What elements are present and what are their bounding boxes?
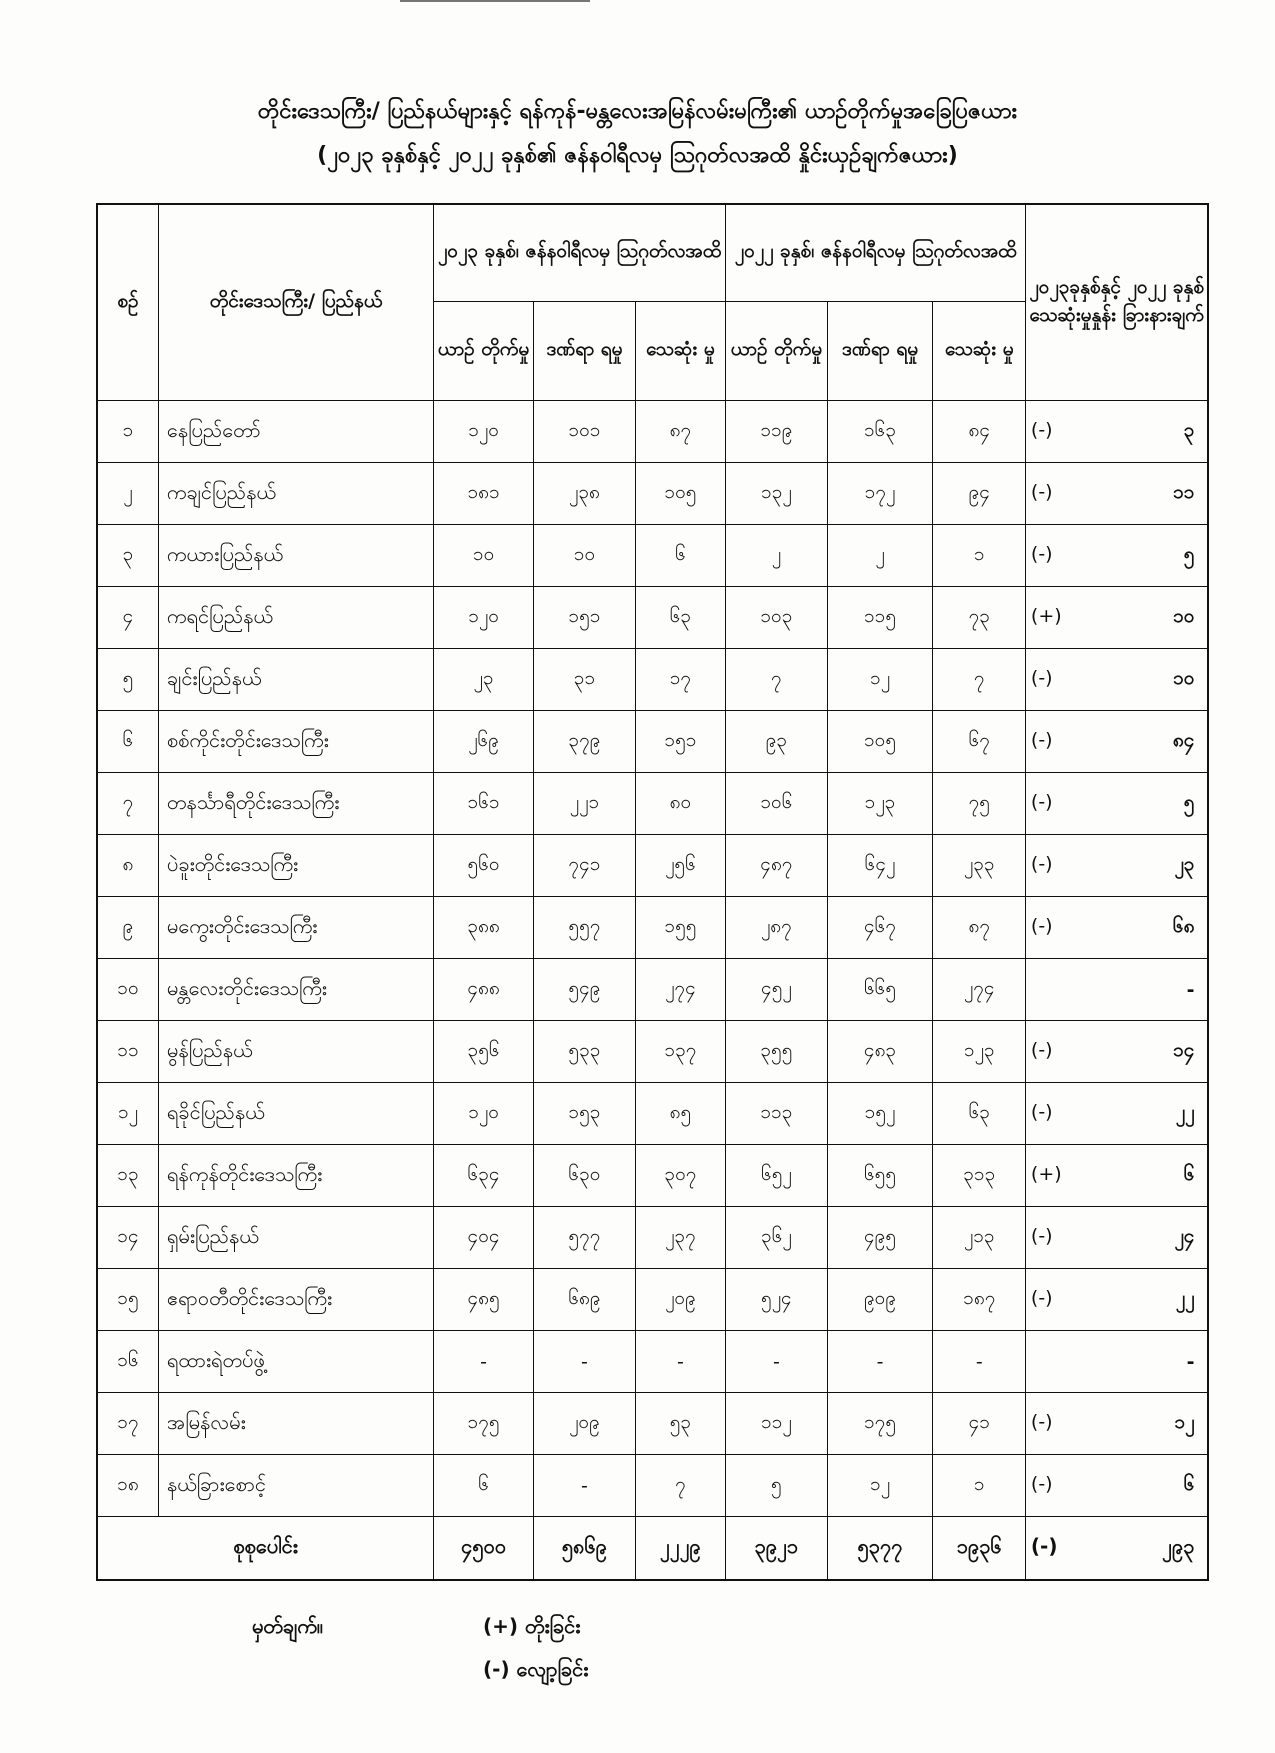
difference xyxy=(1026,1269,1208,1331)
deaths-2023: ၆၃ xyxy=(635,587,725,649)
row-number: ၄ xyxy=(97,587,158,649)
accidents-2022: ၅၂၄ xyxy=(725,1269,827,1331)
deaths-2022: ၆၇ xyxy=(933,711,1026,773)
deaths-2023: ၈၅ xyxy=(635,1083,725,1145)
injured-2023: ၁၀၁ xyxy=(533,401,635,463)
header-period-2022: ၂၀၂၂ ခုနှစ်၊ ဇန်နဝါရီလမှ ဩဂုတ်လအထိ xyxy=(725,204,1026,302)
diff-value: - xyxy=(1186,1350,1195,1373)
top-decorative-line xyxy=(400,0,590,2)
row-number: ၁၅ xyxy=(97,1269,158,1331)
injured-2022: ၄၈၃ xyxy=(827,1021,932,1083)
row-number: ၁၃ xyxy=(97,1145,158,1207)
deaths-2022: ၈၄ xyxy=(933,401,1026,463)
region-name: ရှမ်းပြည်နယ် xyxy=(158,1207,433,1269)
header-period-2023: ၂၀၂၃ ခုနှစ်၊ ဇန်နဝါရီလမှ ဩဂုတ်လအထိ xyxy=(434,204,726,302)
region-name: ချင်းပြည်နယ် xyxy=(158,649,433,711)
diff-sign: (+) xyxy=(1030,1162,1062,1185)
deaths-2023: ၂၃၇ xyxy=(635,1207,725,1269)
header-injured-2023: ဒဏ်ရာ ရမှု xyxy=(533,302,635,401)
injured-2022: ၁၂ xyxy=(827,649,932,711)
deaths-2022: ၂၁၃ xyxy=(933,1207,1026,1269)
deaths-2022: ၇၃ xyxy=(933,587,1026,649)
accidents-2022: ၆၅၂ xyxy=(725,1145,827,1207)
injured-2023: ၃၇၉ xyxy=(533,711,635,773)
region-name: စစ်ကိုင်းတိုင်းဒေသကြီး xyxy=(158,711,433,773)
diff-sign: (-) xyxy=(1030,666,1053,689)
table-row xyxy=(97,649,1208,711)
deaths-2022: ၇ xyxy=(933,649,1026,711)
deaths-2023: ၈၇ xyxy=(635,401,725,463)
row-number: ၃ xyxy=(97,525,158,587)
total-diff-value: ၂၉၃ xyxy=(1162,1534,1195,1558)
header-region: တိုင်းဒေသကြီး/ ပြည်နယ် xyxy=(158,204,433,401)
accidents-2022: ၃၅၅ xyxy=(725,1021,827,1083)
difference xyxy=(1026,835,1208,897)
total-row xyxy=(97,1517,1208,1581)
diff-value: ၆၈ xyxy=(1172,914,1195,937)
injured-2023: ၇၄၁ xyxy=(533,835,635,897)
table-row xyxy=(97,1269,1208,1331)
total-accidents-2022: ၃၉၂၁ xyxy=(725,1517,827,1581)
deaths-2023: ၂၀၉ xyxy=(635,1269,725,1331)
deaths-2023: ၁၅၅ xyxy=(635,897,725,959)
table-row xyxy=(97,401,1208,463)
diff-value: ၁၄ xyxy=(1173,1038,1195,1061)
diff-value: ၂၄ xyxy=(1174,1224,1195,1247)
injured-2023: ၆၈၉ xyxy=(533,1269,635,1331)
accidents-2022: ၂ xyxy=(725,525,827,587)
injured-2023: ၂၀၉ xyxy=(533,1393,635,1455)
diff-sign: (+) xyxy=(1030,604,1062,627)
table-row xyxy=(97,525,1208,587)
diff-sign: (-) xyxy=(1030,480,1053,503)
row-number: ၁၄ xyxy=(97,1207,158,1269)
difference xyxy=(1026,959,1208,1021)
table-row xyxy=(97,773,1208,835)
accidents-2023: ၄၈၅ xyxy=(434,1269,534,1331)
accidents-2023: ၆ xyxy=(434,1455,534,1517)
header-deaths-2022: သေဆုံး မှု xyxy=(933,302,1026,401)
diff-sign: (-) xyxy=(1030,728,1053,751)
injured-2022: ၂ xyxy=(827,525,932,587)
notes-label: မှတ်ချက်။ xyxy=(252,1614,323,1638)
total-injured-2022: ၅၃၇၇ xyxy=(827,1517,932,1581)
difference xyxy=(1026,897,1208,959)
table-row xyxy=(97,1021,1208,1083)
deaths-2022: ၁၈၇ xyxy=(933,1269,1026,1331)
total-deaths-2023: ၂၂၂၉ xyxy=(635,1517,725,1581)
injured-2022: ၁၇၂ xyxy=(827,463,932,525)
diff-sign: (-) xyxy=(1030,914,1053,937)
deaths-2023: ၂၇၄ xyxy=(635,959,725,1021)
row-number: ၁၁ xyxy=(97,1021,158,1083)
difference xyxy=(1026,1083,1208,1145)
injured-2022: ၆၅၅ xyxy=(827,1145,932,1207)
total-label: စုစုပေါင်း xyxy=(97,1517,434,1581)
total-accidents-2023: ၄၅၀၀ xyxy=(434,1517,534,1581)
diff-sign: (-) xyxy=(1030,1472,1053,1495)
diff-value: ၈၄ xyxy=(1172,728,1195,751)
difference xyxy=(1026,1393,1208,1455)
table-row xyxy=(97,1145,1208,1207)
injured-2022: ၁၅၂ xyxy=(827,1083,932,1145)
region-name: ရခိုင်ပြည်နယ် xyxy=(158,1083,433,1145)
deaths-2022: ၇၅ xyxy=(933,773,1026,835)
deaths-2022: ၈၇ xyxy=(933,897,1026,959)
difference xyxy=(1026,1207,1208,1269)
table-row xyxy=(97,1207,1208,1269)
injured-2023: ၆၃၀ xyxy=(533,1145,635,1207)
header-injured-2022: ဒဏ်ရာ ရမှု xyxy=(827,302,932,401)
deaths-2023: ၅၃ xyxy=(635,1393,725,1455)
row-number: ၁၈ xyxy=(97,1455,158,1517)
table-row xyxy=(97,897,1208,959)
total-injured-2023: ၅၈၆၉ xyxy=(533,1517,635,1581)
injured-2022: ၁၁၅ xyxy=(827,587,932,649)
accidents-2022: ၁၁၃ xyxy=(725,1083,827,1145)
diff-sign: (-) xyxy=(1030,1410,1053,1433)
diff-sign: (-) xyxy=(1030,852,1053,875)
deaths-2022: - xyxy=(933,1331,1026,1393)
diff-value: ၁၂ xyxy=(1174,1410,1195,1433)
diff-sign: (-) xyxy=(1030,418,1053,441)
row-number: ၅ xyxy=(97,649,158,711)
row-number: ၂ xyxy=(97,463,158,525)
diff-value: ၁၁ xyxy=(1173,480,1195,503)
total-diff-sign: (-) xyxy=(1030,1534,1058,1558)
accidents-2022: ၅ xyxy=(725,1455,827,1517)
diff-value: ၃ xyxy=(1183,418,1195,441)
deaths-2022: ၄၁ xyxy=(933,1393,1026,1455)
diff-value: ၂၂ xyxy=(1175,1286,1195,1309)
injured-2023: ၁၅၁ xyxy=(533,587,635,649)
total-difference xyxy=(1026,1517,1208,1581)
region-name: မွန်ပြည်နယ် xyxy=(158,1021,433,1083)
accidents-2023: ၁၂၀ xyxy=(434,587,534,649)
accidents-2022: ၃၆၂ xyxy=(725,1207,827,1269)
note-decrease: (-) လျော့ခြင်း xyxy=(483,1657,589,1681)
accidents-2023: - xyxy=(434,1331,534,1393)
accidents-2023: ၃၈၈ xyxy=(434,897,534,959)
diff-value: - xyxy=(1186,978,1195,1001)
injured-2022: ၁၇၅ xyxy=(827,1393,932,1455)
region-name: ကရင်ပြည်နယ် xyxy=(158,587,433,649)
injured-2022: ၁၂၃ xyxy=(827,773,932,835)
row-number: ၁ xyxy=(97,401,158,463)
table-body xyxy=(97,401,1208,1517)
accidents-2022: - xyxy=(725,1331,827,1393)
table-row xyxy=(97,1393,1208,1455)
injured-2023: ၅၃၃ xyxy=(533,1021,635,1083)
injured-2023: ၂၃၈ xyxy=(533,463,635,525)
injured-2022: ၉၀၉ xyxy=(827,1269,932,1331)
accidents-2023: ၅၆၀ xyxy=(434,835,534,897)
diff-sign: (-) xyxy=(1030,1038,1053,1061)
region-name: နယ်ခြားစောင့် xyxy=(158,1455,433,1517)
diff-value: ၅ xyxy=(1183,790,1195,813)
row-number: ၁၇ xyxy=(97,1393,158,1455)
deaths-2022: ၂၇၄ xyxy=(933,959,1026,1021)
region-name: အမြန်လမ်း xyxy=(158,1393,433,1455)
row-number: ၁၆ xyxy=(97,1331,158,1393)
region-name: မကွေးတိုင်းဒေသကြီး xyxy=(158,897,433,959)
deaths-2023: ၈၀ xyxy=(635,773,725,835)
difference xyxy=(1026,1145,1208,1207)
region-name: မန္တလေးတိုင်းဒေသကြီး xyxy=(158,959,433,1021)
difference xyxy=(1026,649,1208,711)
injured-2023: ၃၁ xyxy=(533,649,635,711)
injured-2023: - xyxy=(533,1331,635,1393)
accidents-2023: ၆၃၄ xyxy=(434,1145,534,1207)
diff-value: ၅ xyxy=(1183,542,1195,565)
diff-sign: (-) xyxy=(1030,542,1053,565)
accidents-2023: ၂၃ xyxy=(434,649,534,711)
table-row xyxy=(97,711,1208,773)
injured-2023: ၅၇၇ xyxy=(533,1207,635,1269)
accidents-2022: ၄၈၇ xyxy=(725,835,827,897)
accidents-2022: ၄၅၂ xyxy=(725,959,827,1021)
deaths-2023: - xyxy=(635,1331,725,1393)
difference xyxy=(1026,1455,1208,1517)
accidents-2022: ၁၁၉ xyxy=(725,401,827,463)
deaths-2023: ၁၇ xyxy=(635,649,725,711)
table-row xyxy=(97,959,1208,1021)
difference xyxy=(1026,463,1208,525)
table-row xyxy=(97,587,1208,649)
deaths-2023: ၂၅၆ xyxy=(635,835,725,897)
difference xyxy=(1026,401,1208,463)
region-name: ရန်ကုန်တိုင်းဒေသကြီး xyxy=(158,1145,433,1207)
deaths-2023: ၇ xyxy=(635,1455,725,1517)
region-name: ဧရာဝတီတိုင်းဒေသကြီး xyxy=(158,1269,433,1331)
difference xyxy=(1026,1021,1208,1083)
accidents-2022: ၁၀၆ xyxy=(725,773,827,835)
injured-2023: ၅၄၉ xyxy=(533,959,635,1021)
accidents-2023: ၁၆၁ xyxy=(434,773,534,835)
diff-sign: (-) xyxy=(1030,1224,1053,1247)
injured-2022: ၆၄၂ xyxy=(827,835,932,897)
row-number: ၁၀ xyxy=(97,959,158,1021)
deaths-2022: ၁ xyxy=(933,525,1026,587)
deaths-2023: ၁၅၁ xyxy=(635,711,725,773)
deaths-2022: ၁၂၃ xyxy=(933,1021,1026,1083)
total-deaths-2022: ၁၉၃၆ xyxy=(933,1517,1026,1581)
difference xyxy=(1026,587,1208,649)
deaths-2022: ၆၃ xyxy=(933,1083,1026,1145)
note-increase: (+) တိုးခြင်း xyxy=(483,1614,581,1638)
deaths-2022: ၃၁၃ xyxy=(933,1145,1026,1207)
injured-2023: - xyxy=(533,1455,635,1517)
accidents-2022: ၉၃ xyxy=(725,711,827,773)
accidents-2022: ၇ xyxy=(725,649,827,711)
accidents-2023: ၁၀ xyxy=(434,525,534,587)
deaths-2023: ၁၃၇ xyxy=(635,1021,725,1083)
header-accidents-2022: ယာဉ် တိုက်မှု xyxy=(725,302,827,401)
deaths-2022: ၂၃၃ xyxy=(933,835,1026,897)
header-deaths-2023: သေဆုံး မှု xyxy=(635,302,725,401)
accident-comparison-table xyxy=(96,203,1209,1581)
region-name: တနင်္သာရီတိုင်းဒေသကြီး xyxy=(158,773,433,835)
diff-value: ၂၂ xyxy=(1175,1100,1195,1123)
diff-value: ၂၃ xyxy=(1174,852,1195,875)
region-name: ကချင်ပြည်နယ် xyxy=(158,463,433,525)
injured-2023: ၁၅၃ xyxy=(533,1083,635,1145)
accidents-2022: ၁၁၂ xyxy=(725,1393,827,1455)
injured-2023: ၁၀ xyxy=(533,525,635,587)
accidents-2023: ၁၈၁ xyxy=(434,463,534,525)
accidents-2023: ၄၈၈ xyxy=(434,959,534,1021)
injured-2022: ၄၉၅ xyxy=(827,1207,932,1269)
diff-sign: (-) xyxy=(1030,1100,1053,1123)
diff-value: ၁၀ xyxy=(1173,604,1195,627)
accidents-2023: ၄၀၄ xyxy=(434,1207,534,1269)
injured-2023: ၂၂၁ xyxy=(533,773,635,835)
diff-value: ၆ xyxy=(1183,1472,1195,1495)
accidents-2023: ၃၅၆ xyxy=(434,1021,534,1083)
diff-sign: (-) xyxy=(1030,790,1053,813)
injured-2022: ၁၆၃ xyxy=(827,401,932,463)
document-subtitle: (၂၀၂၃ ခုနှစ်နှင့် ၂၀၂၂ ခုနှစ်၏ ဇန်နဝါရီလမှ ဩဂုတ်လအထိ နှိုင်းယှဉ်ချက်ဇယား) xyxy=(317,143,958,168)
document-title: တိုင်းဒေသကြီး/ ပြည်နယ်များနှင့် ရန်ကုန်-မန္တလေးအမြန်လမ်းမကြီး၏ ယာဉ်တိုက်မှုအခြေပြဇယား xyxy=(257,99,1018,124)
accidents-2023: ၁၂၀ xyxy=(434,401,534,463)
accidents-2023: ၂၆၉ xyxy=(434,711,534,773)
table-row xyxy=(97,835,1208,897)
difference xyxy=(1026,711,1208,773)
injured-2022: ၁၀၅ xyxy=(827,711,932,773)
row-number: ၉ xyxy=(97,897,158,959)
deaths-2023: ၁၀၅ xyxy=(635,463,725,525)
row-number: ၁၂ xyxy=(97,1083,158,1145)
deaths-2023: ၃၀၇ xyxy=(635,1145,725,1207)
accidents-2023: ၁၇၅ xyxy=(434,1393,534,1455)
accidents-2023: ၁၂၀ xyxy=(434,1083,534,1145)
header-accidents-2023: ယာဉ် တိုက်မှု xyxy=(434,302,534,401)
diff-value: ၆ xyxy=(1183,1162,1195,1185)
header-difference: ၂၀၂၃ခုနှစ်နှင့် ၂၀၂၂ ခုနှစ် သေဆုံးမှုနှုန်း ခြားနားချက် xyxy=(1026,204,1208,401)
deaths-2022: ၁ xyxy=(933,1455,1026,1517)
injured-2022: ၄၆၇ xyxy=(827,897,932,959)
injured-2022: ၆၆၅ xyxy=(827,959,932,1021)
table-row xyxy=(97,463,1208,525)
region-name: ရထားရဲတပ်ဖွဲ့ xyxy=(158,1331,433,1393)
region-name: ပဲခူးတိုင်းဒေသကြီး xyxy=(158,835,433,897)
row-number: ၇ xyxy=(97,773,158,835)
deaths-2022: ၉၄ xyxy=(933,463,1026,525)
injured-2023: ၅၅၇ xyxy=(533,897,635,959)
table-row xyxy=(97,1331,1208,1393)
table-row xyxy=(97,1455,1208,1517)
injured-2022: - xyxy=(827,1331,932,1393)
difference xyxy=(1026,525,1208,587)
deaths-2023: ၆ xyxy=(635,525,725,587)
injured-2022: ၁၂ xyxy=(827,1455,932,1517)
table-row xyxy=(97,1083,1208,1145)
accidents-2022: ၁၀၃ xyxy=(725,587,827,649)
difference xyxy=(1026,773,1208,835)
diff-value: ၁၀ xyxy=(1173,666,1195,689)
accidents-2022: ၁၃၂ xyxy=(725,463,827,525)
header-no: စဉ် xyxy=(97,204,158,401)
diff-sign: (-) xyxy=(1030,1286,1053,1309)
row-number: ၈ xyxy=(97,835,158,897)
accidents-2022: ၂၈၇ xyxy=(725,897,827,959)
region-name: နေပြည်တော် xyxy=(158,401,433,463)
row-number: ၆ xyxy=(97,711,158,773)
difference xyxy=(1026,1331,1208,1393)
region-name: ကယားပြည်နယ် xyxy=(158,525,433,587)
